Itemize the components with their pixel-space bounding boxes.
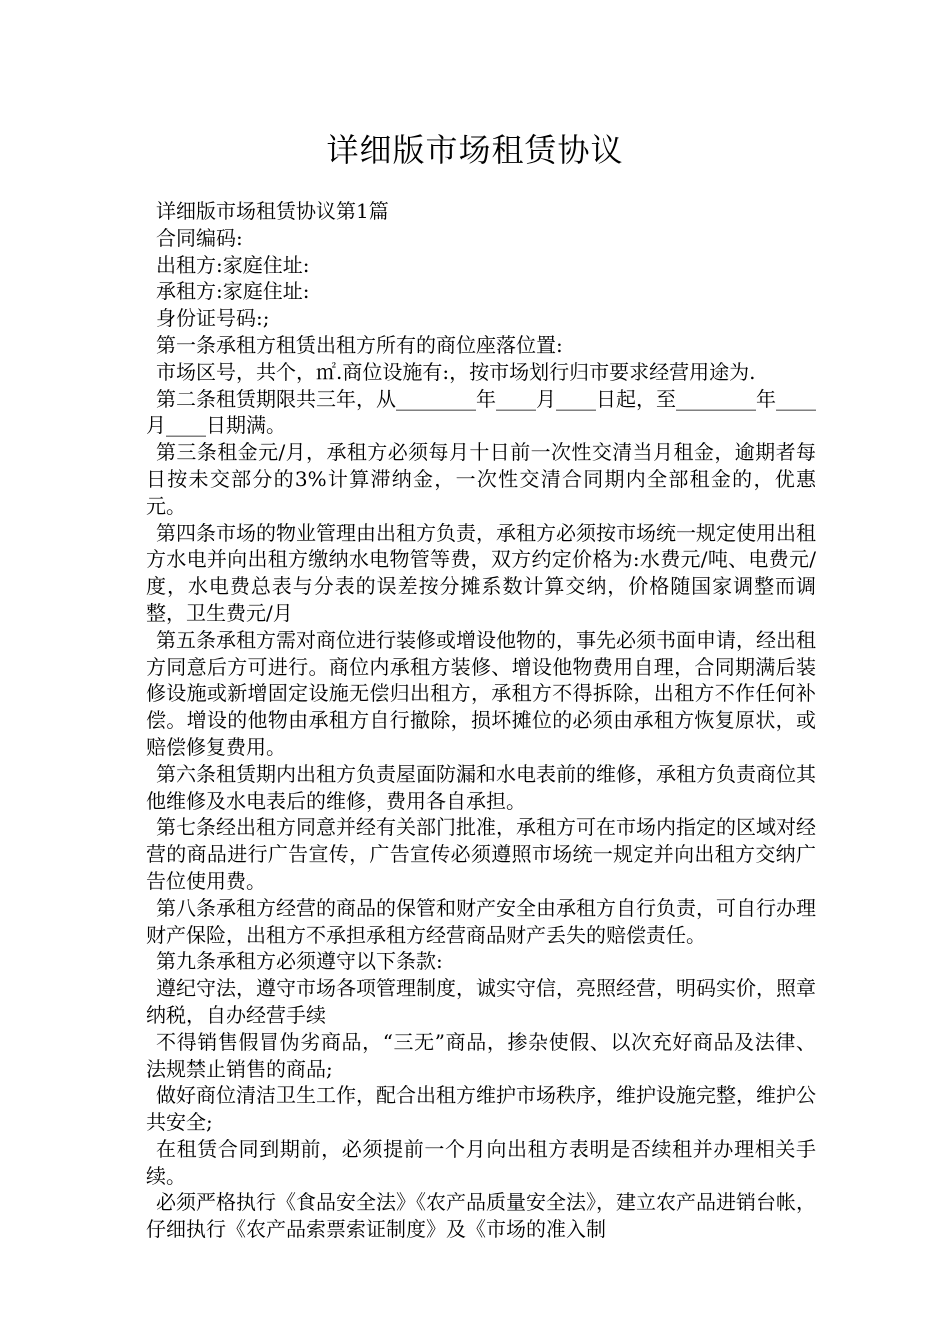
paragraph-clause-2: 第二条租赁期限共三年，从________年____月____日起，至________年____月____日期满。	[146, 386, 816, 438]
paragraph-lessor: 出租方:家庭住址:	[156, 252, 310, 277]
paragraph-clause-8: 第八条承租方经营的商品的保管和财产安全由承租方自行负责，可自行办理财产保险，出租方不承担承租方经营商品财产丢失的赔偿责任。	[146, 895, 816, 947]
paragraph-id-number: 身份证号码:;	[156, 306, 270, 331]
paragraph-clause-9-item-4: 在租赁合同到期前，必须提前一个月向出租方表明是否续租并办理相关手续。	[146, 1136, 816, 1188]
paragraph-clause-9-item-1: 遵纪守法，遵守市场各项管理制度，诚实守信，亮照经营，明码实价，照章纳税，自办经营手续	[146, 976, 816, 1027]
paragraph-clause-9: 第九条承租方必须遵守以下条款:	[156, 949, 443, 974]
paragraph-contract-code: 合同编码:	[156, 225, 243, 250]
document-body	[146, 198, 816, 1243]
paragraph-clause-9-item-5: 必须严格执行《食品安全法》《农产品质量安全法》，建立农产品进销台帐，仔细执行《农产品索票索证制度》及《市场的准入制	[146, 1190, 816, 1242]
document-title: 详细版市场租赁协议	[326, 131, 624, 169]
paragraph-clause-9-item-2: 不得销售假冒伪劣商品，“三无”商品，掺杂使假、以次充好商品及法律、法规禁止销售的商品;	[146, 1029, 816, 1081]
paragraph-clause-1-detail: 市场区号，共个，㎡.商位设施有:，按市场划行归市要求经营用途为.	[156, 359, 756, 384]
paragraph-clause-4: 第四条市场的物业管理由出租方负责，承租方必须按市场统一规定使用出租方水电并向出租方缴纳水电物管等费，双方约定价格为:水费元/吨、电费元/度，水电费总表与分表的误差按分摊系数计算交纳，价格随国家调整而调整，卫生费元/月	[146, 520, 816, 625]
paragraph-lessee: 承租方:家庭住址:	[156, 279, 310, 304]
paragraph-clause-3: 第三条租金元/月，承租方必须每月十日前一次性交清当月租金，逾期者每日按未交部分的3%计算滞纳金，一次性交清合同期内全部租金的，优惠元。	[146, 440, 816, 518]
paragraph-clause-6: 第六条租赁期内出租方负责屋面防漏和水电表前的维修，承租方负责商位其他维修及水电表后的维修，费用各自承担。	[146, 761, 816, 813]
paragraph-clause-1: 第一条承租方租赁出租方所有的商位座落位置:	[156, 332, 563, 357]
paragraph-clause-5: 第五条承租方需对商位进行装修或增设他物的，事先必须书面申请，经出租方同意后方可进行。商位内承租方装修、增设他物费用自理，合同期满后装修设施或新增固定设施无偿归出租方，承租方不得拆除，出租方不作任何补偿。增设的他物由承租方自行撤除，损坏摊位的必须由承租方恢复原状，或赔偿修复费用。	[146, 627, 816, 759]
paragraph-article-heading: 详细版市场租赁协议第1篇	[156, 199, 389, 223]
paragraph-clause-9-item-3: 做好商位清洁卫生工作，配合出租方维护市场秩序，维护设施完整，维护公共安全;	[146, 1083, 816, 1135]
paragraph-clause-7: 第七条经出租方同意并经有关部门批准，承租方可在市场内指定的区域对经营的商品进行广告宣传，广告宣传必须遵照市场统一规定并向出租方交纳广告位使用费。	[146, 815, 816, 893]
